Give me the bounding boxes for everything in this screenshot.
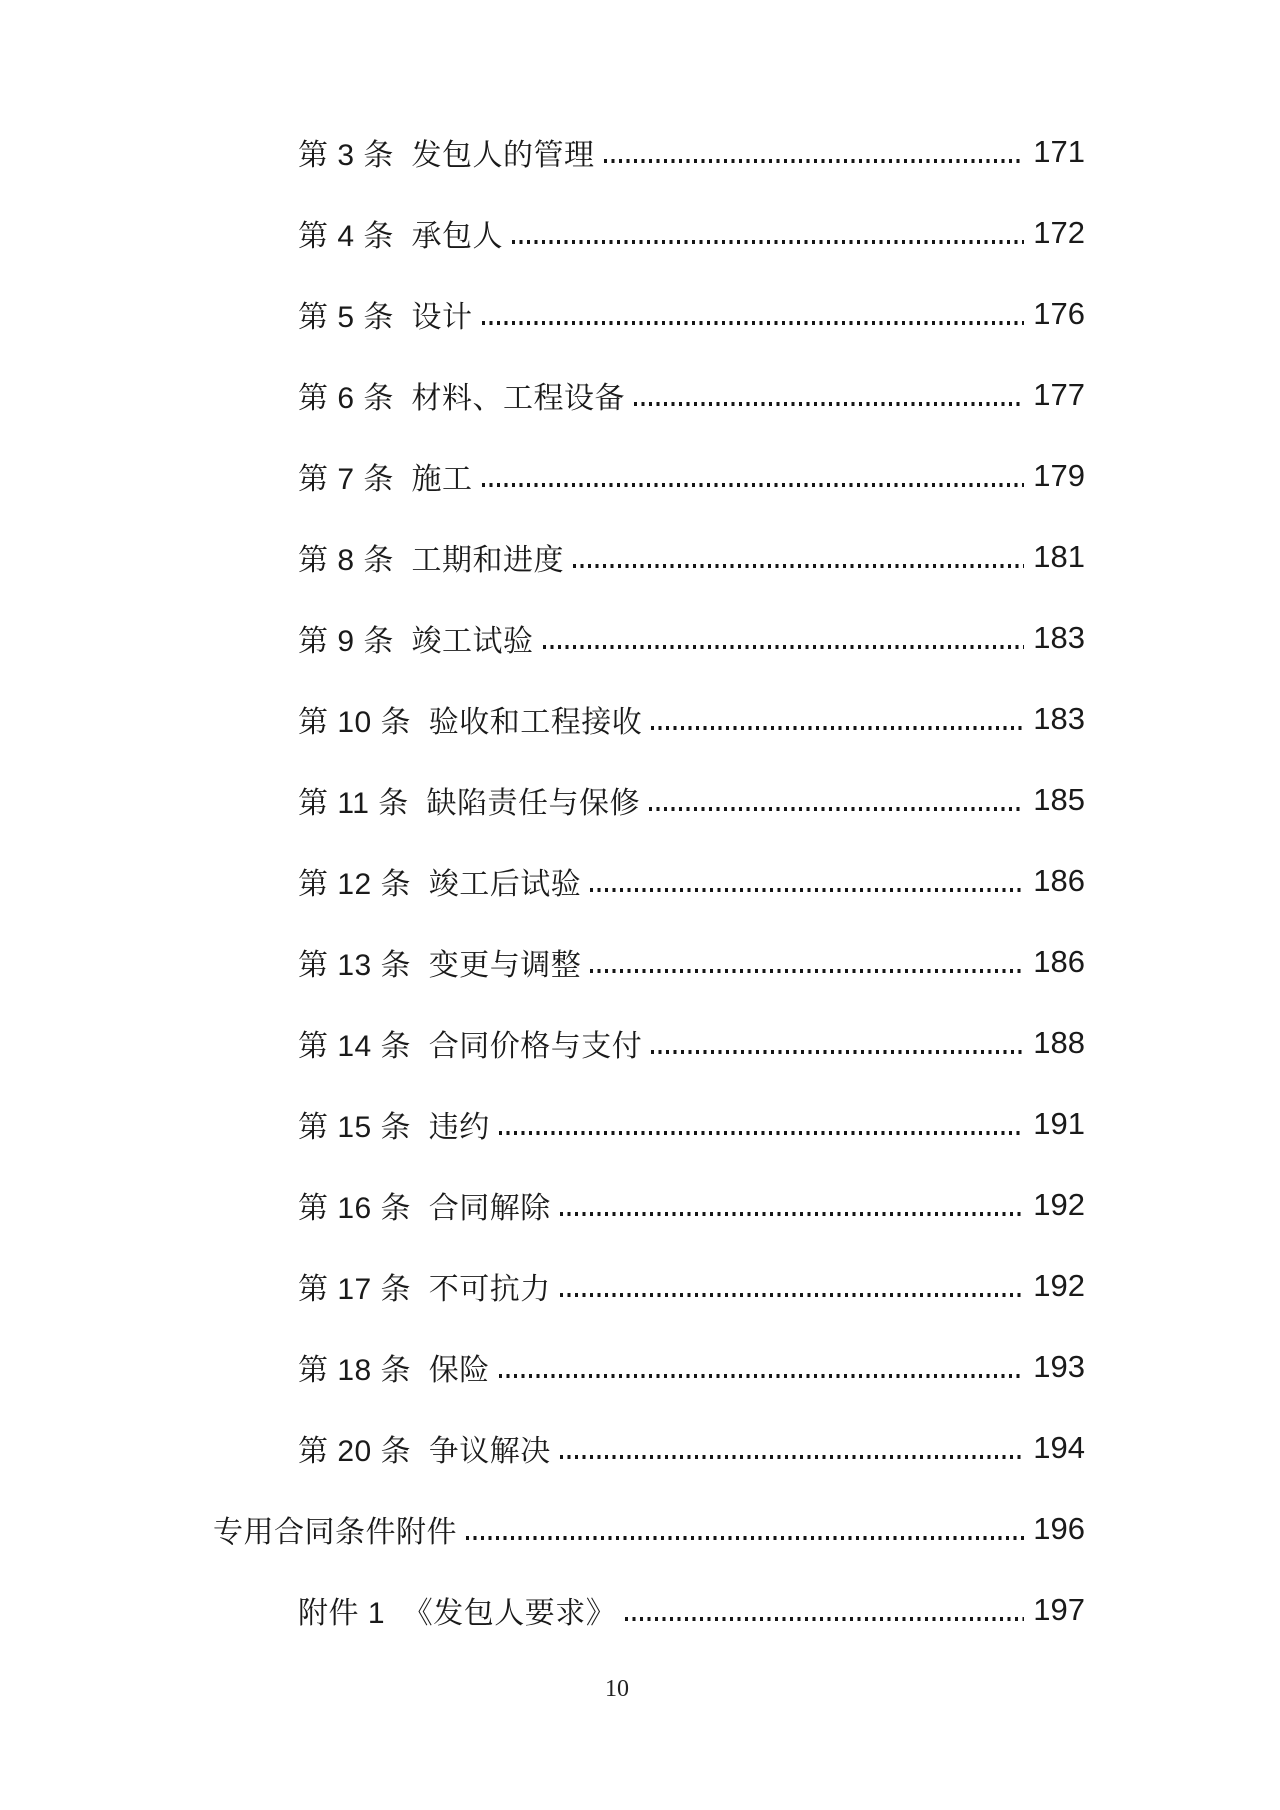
toc-entry-label: 第 7 条 施工	[298, 462, 473, 496]
toc-entry[interactable]	[213, 1002, 1085, 1083]
toc-entry[interactable]	[213, 1245, 1085, 1326]
toc-entry-label: 第 11 条 缺陷责任与保修	[298, 786, 640, 820]
dot-leader	[651, 1050, 1024, 1054]
toc-entry[interactable]	[213, 435, 1085, 516]
toc-entry-page: 192	[1033, 1267, 1085, 1303]
toc-entry[interactable]	[213, 111, 1085, 192]
dot-leader	[649, 807, 1024, 811]
toc-entry[interactable]	[213, 678, 1085, 759]
dot-leader	[625, 1617, 1024, 1621]
toc-entry[interactable]	[213, 1488, 1085, 1569]
toc-entry-label: 第 10 条 验收和工程接收	[298, 705, 643, 739]
toc-entry-label: 第 20 条 争议解决	[298, 1434, 551, 1468]
dot-leader	[543, 645, 1025, 649]
toc-entry-page: 186	[1033, 862, 1085, 898]
toc-entry-label: 第 13 条 变更与调整	[298, 948, 582, 982]
toc-entry-page: 172	[1033, 214, 1085, 250]
toc-entry[interactable]	[213, 1569, 1085, 1650]
page-footer	[0, 1676, 1234, 1703]
toc-entry-page: 192	[1033, 1186, 1085, 1222]
toc-entry[interactable]	[213, 354, 1085, 435]
toc-entry-page: 191	[1033, 1105, 1085, 1141]
toc-entry-page: 181	[1033, 538, 1085, 574]
toc-entry[interactable]	[213, 516, 1085, 597]
dot-leader	[560, 1293, 1025, 1297]
toc-entry-label: 第 6 条 材料、工程设备	[298, 381, 626, 415]
toc-entry-page: 183	[1033, 700, 1085, 736]
toc-entry-label: 第 5 条 设计	[298, 300, 473, 334]
toc-entry-page: 186	[1033, 943, 1085, 979]
toc-entry[interactable]	[213, 1326, 1085, 1407]
toc-entry[interactable]	[213, 759, 1085, 840]
toc-entry-page: 185	[1033, 781, 1085, 817]
toc-entry-label: 附件 1 《发包人要求》	[298, 1596, 617, 1630]
toc-entry[interactable]	[213, 921, 1085, 1002]
dot-leader	[499, 1131, 1025, 1135]
dot-leader	[482, 483, 1025, 487]
toc-entry-label: 第 18 条 保险	[298, 1353, 490, 1387]
page-number: 10	[605, 1676, 629, 1702]
dot-leader	[499, 1374, 1025, 1378]
toc-entry-label: 第 17 条 不可抗力	[298, 1272, 551, 1306]
toc-entry-label: 第 12 条 竣工后试验	[298, 867, 582, 901]
dot-leader	[466, 1536, 1024, 1540]
table-of-contents	[213, 111, 1085, 1650]
toc-entry-page: 177	[1033, 376, 1085, 412]
toc-entry-page: 197	[1033, 1591, 1085, 1627]
toc-entry[interactable]	[213, 1407, 1085, 1488]
toc-entry-label: 第 15 条 违约	[298, 1110, 490, 1144]
toc-entry-page: 183	[1033, 619, 1085, 655]
toc-entry-page: 171	[1033, 133, 1085, 169]
dot-leader	[512, 240, 1024, 244]
toc-entry-label: 第 3 条 发包人的管理	[298, 138, 595, 172]
toc-entry-label: 第 4 条 承包人	[298, 219, 504, 253]
toc-entry-label: 第 8 条 工期和进度	[298, 543, 565, 577]
toc-entry-page: 188	[1033, 1024, 1085, 1060]
toc-entry[interactable]	[213, 840, 1085, 921]
dot-leader	[634, 402, 1024, 406]
toc-entry[interactable]	[213, 192, 1085, 273]
toc-entry-page: 176	[1033, 295, 1085, 331]
dot-leader	[482, 321, 1025, 325]
dot-leader	[651, 726, 1024, 730]
toc-entry[interactable]	[213, 273, 1085, 354]
toc-entry-label: 专用合同条件附件	[213, 1515, 457, 1549]
toc-entry-page: 179	[1033, 457, 1085, 493]
dot-leader	[604, 159, 1025, 163]
dot-leader	[590, 969, 1024, 973]
toc-entry[interactable]	[213, 1083, 1085, 1164]
toc-entry[interactable]	[213, 597, 1085, 678]
toc-entry-label: 第 16 条 合同解除	[298, 1191, 551, 1225]
dot-leader	[573, 564, 1024, 568]
toc-entry-page: 196	[1033, 1510, 1085, 1546]
toc-entry-page: 194	[1033, 1429, 1085, 1465]
toc-entry-page: 193	[1033, 1348, 1085, 1384]
dot-leader	[560, 1455, 1025, 1459]
toc-entry[interactable]	[213, 1164, 1085, 1245]
toc-entry-label: 第 14 条 合同价格与支付	[298, 1029, 643, 1063]
dot-leader	[560, 1212, 1025, 1216]
toc-entry-label: 第 9 条 竣工试验	[298, 624, 534, 658]
dot-leader	[590, 888, 1024, 892]
